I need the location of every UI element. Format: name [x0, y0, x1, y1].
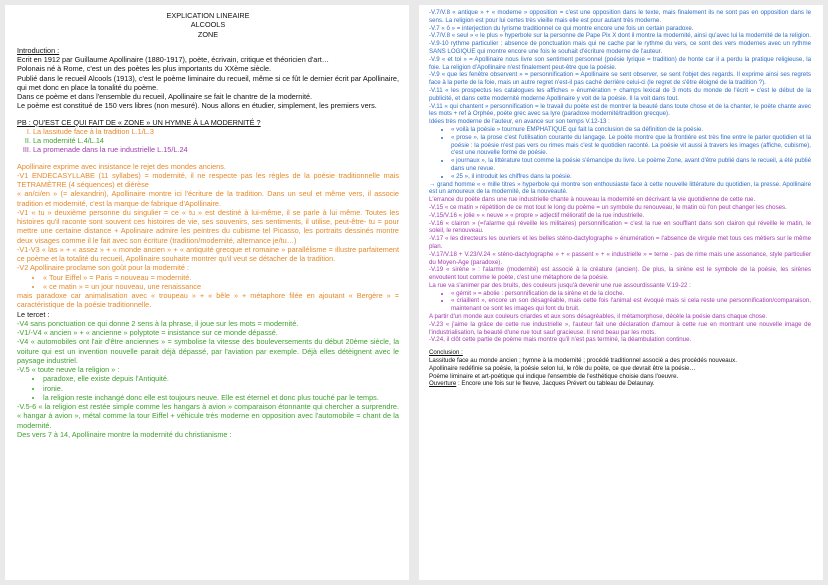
intro-line: Publié dans le recueil Alcools (1913), c'est le poème liminaire du recueil, même si ce fût le dernier écrit par Apollinaire, qui met donc en place la tonalité du poème.	[17, 73, 399, 92]
paragraph: La rue va s'animer par des bruits, des couleurs jusqu'à devenir une rue assourdissante V.19-22 :	[429, 281, 691, 289]
paragraph: -V.7 « ô » = interjection du lyrisme traditionnel ce qui montre encore une fois un certain paradoxe.	[429, 24, 694, 32]
bullet-item: • « gémit » = abolie : personnification de la sirène et de la cloche.	[451, 290, 811, 298]
bullet-item: • « journaux », la littérature tout comme la poésie s'émancipe du livre. Le poème Zone, avant d'être publié dans le recueil, a été publié dans une revue.	[451, 157, 811, 173]
bullet-list	[429, 290, 811, 313]
document-page-left	[5, 5, 409, 580]
paragraph: -V.17/V.18 + V.23/V.24 « sténo-dactylographe » + « passent » + « industrielle » = terne - pas de rime mais une assonance, style particulier du Moyen-Age (paradoxe).	[429, 250, 811, 266]
paragraph: -V.15/V.16 « jolie » « neuve » « propre » adjectif mélioratif de la rue industrielle.	[429, 211, 645, 219]
paragraph: -V.9 « que les fenêtre observent » = personnification = Apollinaire se sent observer, se sent l'objet des regards. Il exprime ainsi ses regrets face à la perte de la foie, mais un autre regret n'est-il pas caché derrière celui-ci (le regret de s'être éloigné de la tradition ?).	[429, 71, 811, 87]
bullet-item: • paradoxe, elle existe depuis l'Antiquité.	[43, 374, 399, 383]
document-page-right	[419, 5, 823, 580]
bullet-item: • « ce matin » = un jour nouveau, une renaissance	[43, 282, 399, 291]
paragraph: mais paradoxe car animalisation avec « troupeau » + « bêle » + métaphore filée en ajoutant « Bergère » = caractéristique de la poésie traditionnelle.	[17, 291, 399, 310]
plan-item: I. La lassitude face à la tradition L.1/L.3	[33, 127, 399, 136]
bullet-list	[429, 126, 811, 181]
paragraph: -V4 « automobiles ont l'air d'être anciennes » = symbolise la vitesse des bouleversements du début 20ème siècle, la voiture qui est un invention nouvelle parait déjà dépassé, par l'aviation par exemple. Déjà elles détèignent avec le paysage industriel.	[17, 337, 399, 365]
plan-item: II. La modernité L.4/L.14	[33, 136, 399, 145]
title-line: ALCOOLS	[190, 20, 226, 30]
paragraph: Des vers 7 à 14, Apollinaire montre la modernité du christianisme :	[17, 429, 232, 439]
paragraph: -V1-V3 « las » + « assez » + « monde ancien » + « antiquité grecque et romaine » parallélisme = illustre parfaitement ce poème et la totalité du recueil, Apollinaire souhaite montrer qu'il veut se détacher de la tradition.	[17, 244, 399, 263]
paragraph: -V.7/V.8 « seul » « le plus » hyperbole sur la personne de Pape Pix X dont il montre la modernité, ainsi qu'avec lui la modernité de la religion.	[429, 32, 812, 40]
part-two	[17, 319, 399, 439]
paragraph: Apollinaire exprime avec insistance le rejet des mondes anciens.	[17, 161, 226, 171]
paragraph: -V.5-6 « la religion est restée simple comme les hangars à avion » comparaison étonnante qui chercher a surprendre. « hangar à avion », métal comme la tour Eiffel + véhicule très moderne en opposition avec l'automobile = chant de la modernité.	[17, 402, 399, 430]
paragraph: -V1/-V4 « ancien » + « ancienne » polyptote = insistance sur ce monde dépassé.	[17, 328, 278, 337]
conclusion-line: Lassitude face au monde ancien ; hymne à la modernité ; procédé traditionnel associé a des procédés nouveaux.	[429, 357, 737, 365]
intro-line: Ecrit en 1912 par Guillaume Apollinaire (1880-1917), poète, écrivain, critique et théoricien d'art…	[17, 55, 330, 64]
intro-line: Dans ce poème et dans l'ensemble du recueil, Apollinaire se fait le chantre de la modernité.	[17, 92, 313, 101]
paragraph: L'errance du poète dans une rue industrielle chante à nouveau la modernité en décrivant la vie quotidienne de cette rue.	[429, 196, 756, 204]
paragraph: « an/ci/en » (= alexandrin), Apollinaire montre ici l'écriture de la tradition. Dans un seul et même vers, il associe tradition et modernité, c'est la marque de fabrique d'Apollinaire.	[17, 189, 399, 208]
plan-item: III. La promenade dans la rue industrielle L.15/L.24	[33, 145, 399, 154]
paragraph: -V.19 « sirène » : l'alarme (modernité) est associé à la créature (ancien). De plus, la sirène est le symbole de la poésie, les sirènes envoutent tout comme le poète, c'est une métaphore de la poésie.	[429, 266, 811, 282]
paragraph: -V4 sans ponctuation ce qui donne 2 sens à la phrase, il joue sur les mots = modernité.	[17, 318, 299, 328]
bullet-list	[17, 374, 399, 402]
bullet-item: • « 25 », il introduit les chiffres dans la poésie.	[451, 173, 811, 181]
paragraph: -V.17 « les directeurs les ouvriers et les belles sténo-dactylographe » énumération = l'absence de virgule met tous ces métiers sur le même plan.	[429, 235, 811, 250]
paragraph: → grand homme « « mille titres » hyperbole qui montre son enthousiaste face à cette nouvelle littérature du quotidien, la presse. Apollinaire est un amoureux de la modernité, de la nouveauté.	[429, 180, 811, 196]
document-title	[17, 11, 399, 39]
ouverture	[429, 380, 811, 388]
ouverture-text: : Encore une fois sur le fleuve, Jacques Prévert ou tableau de Delaunay.	[456, 380, 655, 388]
paragraph: A partir d'un monde aux couleurs criardes et aux sons désagréables, il métamorphose, décèle la poésie dans chaque chose.	[429, 313, 768, 321]
title-line: ZONE	[197, 29, 219, 39]
paragraph: Idées très moderne de l'auteur, en avance sur son temps V.12-13 :	[429, 118, 610, 126]
paragraph: -V.9 « et toi » = Apollinaire nous livre son sentiment personnel (poésie lyrique = tradition) de honte car il a perdu la pratique religieuse, la foie. La religion d'Apollinaire n'est finalement peut-être que la poésie.	[429, 55, 811, 71]
paragraph: -V.11 « les prospectus les catalogues les affiches » énumération + champs lexical de 3 mots du monde de l'écrit = c'est le début de la publicité, et dans cette modernité moderne Apollinaire y voit de la poésie. Il la voit dans tout.	[429, 86, 811, 102]
paragraph: -V.7/V.8 « antique » + « moderne » opposition = c'est une opposition dans le texte, mais finalement ils ne sont pas en opposition dans le sens. La religion est pour lui certes très vieille mais elle est pour autant très moderne.	[429, 9, 811, 24]
paragraph: -V1 ENDECASYLLABE (11 syllabes) = modernité, il ne respecte pas les règles de la poésie traditionnelle mais TETRAMÈTRE (4 séquences) et diérèse	[17, 170, 399, 189]
paragraph: -V.9-10 rythme particulier : absence de ponctuation mais qui ne cache par le rythme du vers, ce sont des vers modernes avec un rythme SANS LOGIQUE qui montre encore une fois le souhait d'écriture moderne de l'auteur.	[429, 40, 811, 55]
bullet-item: • « voilà la poésie » tournure EMPHATIQUE qui fait la conclusion de sa définition de la poésie.	[451, 126, 811, 134]
paragraph: -V.24, il clôt cette partie de poème mais montre qu'il n'est pas terminé, la déambulation continue.	[429, 336, 692, 344]
paragraph: -V.5 « toute neuve la religion » :	[17, 365, 120, 374]
bullet-item: • ironie.	[43, 384, 399, 393]
bullet-item: • « Tour Eiffel » = Paris = nouveau = modernité.	[43, 273, 399, 282]
paragraph: -V.15 « ce matin » répétition de ce mot tout le long du poème = un symbole du renouveau, le matin où l'on peut changer les choses.	[429, 203, 787, 211]
problematique: PB : QU'EST CE QUI FAIT DE « ZONE » UN HYMNE À LA MODERNITÉ ?	[17, 117, 261, 127]
paragraph: -V.23 « j'aime la grâce de cette rue industrielle », l'auteur fait une déclaration d'amour à cette rue en montrant une nouvelle image de l'industrialisation, la beauté d'une rue tout sauf gracieuse. Il rend beau par les mots.	[429, 320, 811, 336]
intro-line: Le poème est constitué de 150 vers libres (non mesuré). Nous allons en étudier, simplement, les premiers vers.	[17, 101, 377, 111]
part-two-continued	[429, 9, 811, 196]
paragraph: -V2 Apollinaire proclame son goût pour la modernité :	[17, 263, 189, 273]
conclusion-line: Poème liminaire et art-poétique qui indique l'ensemble de l'esthétique choisie dans l'oeuvre.	[429, 372, 679, 380]
part-one	[17, 162, 399, 310]
ouverture-label: Ouverture	[429, 380, 457, 388]
paragraph: -V.11 « qui chantent » personnification = le travail du poète est de montrer la beauté dans toute chose et de la chanter, le poète chante avec les mots + ref à Orphée, poète grec avec sa lyre (paradoxe modernité/tradition grecque).	[429, 102, 811, 118]
conclusion	[429, 349, 811, 388]
plan-list	[17, 127, 399, 155]
paragraph: -V1 « tu » deuxième personne du singulier = ce « tu » est destiné à lui-même, il se parle à lui même. Toutes les histoires qu'il raconte sont souvent ces histoires de vie, ses souvenirs, ses sentiments, il utilise, peut-être- tu = pour mettre une certaine distance + Apolinaire admire les peintres du cubisme tel Picasso, les portraits dessinés montre deux visages comme il le fait avec son écriture (tradition/modernité, alternance je/tu…)	[17, 207, 399, 245]
conclusion-heading: Conclusion :	[429, 349, 463, 357]
bullet-item: • la religion reste inchangé donc elle est toujours neuve. Elle est éternel et donc plus touché par le temps.	[43, 393, 399, 402]
bullet-list	[17, 273, 399, 292]
intro-line: Polonais né à Rome, c'est un des poètes les plus importants du XXème siècle.	[17, 64, 272, 74]
title-line: EXPLICATION LINEAIRE	[166, 11, 250, 20]
bullet-item: • « prose », la prose c'est l'utilisation courante du langage. Le poète montre que la frontière est très fine entre le parler quotidien et la poésie : la poésie n'est pas vers ou rimes mais c'est le quotidien raconté. La poésie vit aussi à travers les images (affiche, cubisme), c'est une nouvelle forme de poésie.	[451, 134, 811, 157]
part-three	[429, 196, 811, 344]
paragraph: -V.16 « clairon » (=l'alarme qui réveille les militaires) personnification = c'est la rue en soufflant dans son clairon qui réveille le matin, le soleil, le renouveau.	[429, 219, 811, 235]
tercet-heading: Le tercet :	[17, 309, 50, 319]
conclusion-line: Apollinaire redéfinie sa poésie, la poésie selon lui, le rôle du poète, ce que devrait être la poésie…	[429, 364, 696, 372]
bullet-item: • « criaillent », encore un son désagréable, mais cette fois l'animal est évoqué mais si cela reste une personnification/comparaison, maintenant ce sont les images qui font du bruit.	[451, 297, 811, 313]
intro-heading: Introduction :	[17, 45, 60, 55]
